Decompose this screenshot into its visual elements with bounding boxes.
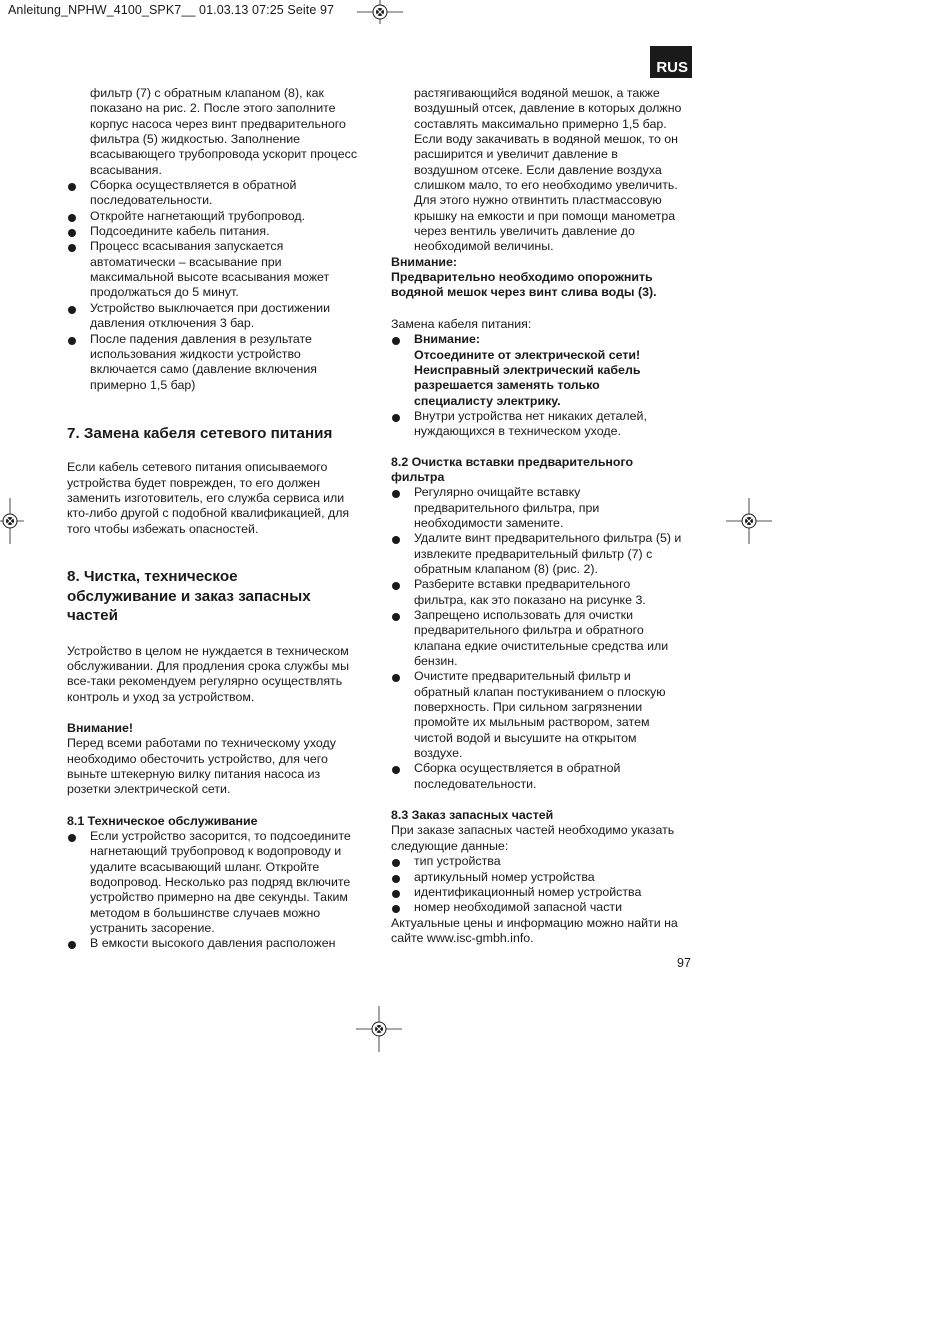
bullet-list [67,829,367,952]
left-column [67,86,367,952]
document-slug: Anleitung_NPHW_4100_SPK7__ 01.03.13 07:25 Seite 97 [8,3,335,17]
text-line: фильтр (7) с обратным клапаном (8), как [90,86,324,100]
language-tab [650,46,692,78]
list-item: Регулярно очищайте вставку предварительного фильтра, при необходимости замените. [391,485,696,531]
attention-warning: Предварительно необходимо опорожнить водяной мешок через винт слива воды (3). [391,270,657,300]
section-8-heading: 8. Чистка, техническое обслуживание и заказ запасных частей [67,568,311,625]
list-item: Подсоедините кабель питания. [67,224,367,239]
text-line: фильтра (5) жидкостью. Заполнение [90,132,301,147]
bullet-list [391,854,696,915]
bullet-list [67,178,367,393]
list-item: Очистите предварительный фильтр и обратный клапан постукиванием о плоскую поверхность. При сильном загрязнении промойте их мыльным раствором, затем чистой водой и высушите на открытом воздухе. [391,669,696,761]
list-item: номер необходимой запасной части [391,900,696,915]
list-item: Откройте нагнетающий трубопровод. [67,209,367,224]
list-item: тип устройства [391,854,696,869]
text-line: корпус насоса через винт предварительного [90,116,346,131]
list-item: Внимание: Отсоедините от электрической сети! Неисправный электрический кабель разрешается заменять только специалисту электрику. [391,332,696,409]
section-8-3-heading: 8.3 Заказ запасных частей [391,808,554,823]
section-8-1-heading: 8.1 Техническое обслуживание [67,813,258,828]
bullet-list [391,332,696,439]
section-8-3-footer: Актуальные цены и информацию можно найти на сайте www.isc-gmbh.info. [391,915,678,945]
section-8-3-paragraph: При заказе запасных частей необходимо указать следующие данные: [391,823,675,853]
continued-paragraph: растягивающийся водяной мешок, а также воздушный отсек, давление в которых должно составлять максимально примерно 1,5 бар. Если воду закачивать в водяной мешок, то он расширится и увеличит давление в воздушном отсеке. Если давление воздуха слишком мало, то его необходимо увеличить. Для этого нужно отвинтить пластмассовую крышку на емкости и при помощи манометра через вентиль увеличить давление до необходимой величины. [414,86,682,254]
registration-mark-icon [0,498,24,544]
list-item: Разберите вставки предварительного фильтра, как это показано на рисунке 3. [391,577,696,608]
bullet-list [391,485,696,792]
list-item: идентификационный номер устройства [391,885,696,900]
list-item: Сборка осуществляется в обратной последовательности. [391,761,696,792]
intro-paragraph [67,86,367,178]
page-number: 97 [677,956,691,970]
list-item: Удалите винт предварительного фильтра (5) и извлеките предварительный фильтр (7) с обратным клапаном (8) (рис. 2). [391,531,696,577]
section-7-heading: 7. Замена кабеля сетевого питания [67,424,333,442]
list-item: В емкости высокого давления расположен [67,936,367,951]
list-item: Внутри устройства нет никаких деталей, нуждающихся в техническом уходе. [391,409,696,440]
cable-replacement-label: Замена кабеля питания: [391,316,532,331]
list-item: После падения давления в результате использования жидкости устройство включается само (давление включения примерно 1,5 бар) [67,332,367,393]
list-item: Запрещено использовать для очистки предварительного фильтра и обратного клапана едкие очистительные средства или бензин. [391,608,696,669]
right-column [391,86,696,946]
list-item: артикульный номер устройства [391,870,696,885]
attention-label: Внимание: [391,254,458,269]
registration-mark-icon [726,498,772,544]
list-item: Если устройство засорится, то подсоедините нагнетающий трубопровод к водопроводу и удалите всасывающий шланг. Откройте водопровод. Несколько раз подряд включите устройство примерно на две секунды. Таким методом в большинстве случаев можно устранить засорение. [67,829,367,936]
registration-mark-icon [356,1006,402,1052]
list-item: Устройство выключается при достижении давления отключения 3 бар. [67,301,367,332]
attention-paragraph: Перед всеми работами по техническому уходу необходимо обесточить устройство, для чего выньте штекерную вилку питания насоса из розетки электрической сети. [67,736,336,797]
text-line: показано на рис. 2. После этого заполните [90,101,336,116]
registration-mark-icon [357,0,403,24]
section-8-2-heading: 8.2 Очистка вставки предварительного фильтра [391,454,634,484]
list-item: Процесс всасывания запускается автоматически – всасывание при максимальной высоте всасывания может продолжаться до 5 минут. [67,239,367,300]
text-line: всасывающего трубопровода ускорит процесс [90,147,358,162]
section-8-paragraph: Устройство в целом не нуждается в техническом обслуживании. Для продления срока службы мы все-таки рекомендуем регулярно осуществлять контроль и уход за устройством. [67,643,350,704]
section-7-paragraph: Если кабель сетевого питания описываемого устройства будет поврежден, то его должен заменить изготовитель, его служба сервиса или кто-либо другой с подобной квалификацией, для того чтобы избежать опасностей. [67,460,350,536]
text-line: всасывания. [90,162,162,177]
attention-heading: Внимание! [67,720,134,735]
language-label: RUS [656,59,688,76]
list-item: Сборка осуществляется в обратной последовательности. [67,178,367,209]
